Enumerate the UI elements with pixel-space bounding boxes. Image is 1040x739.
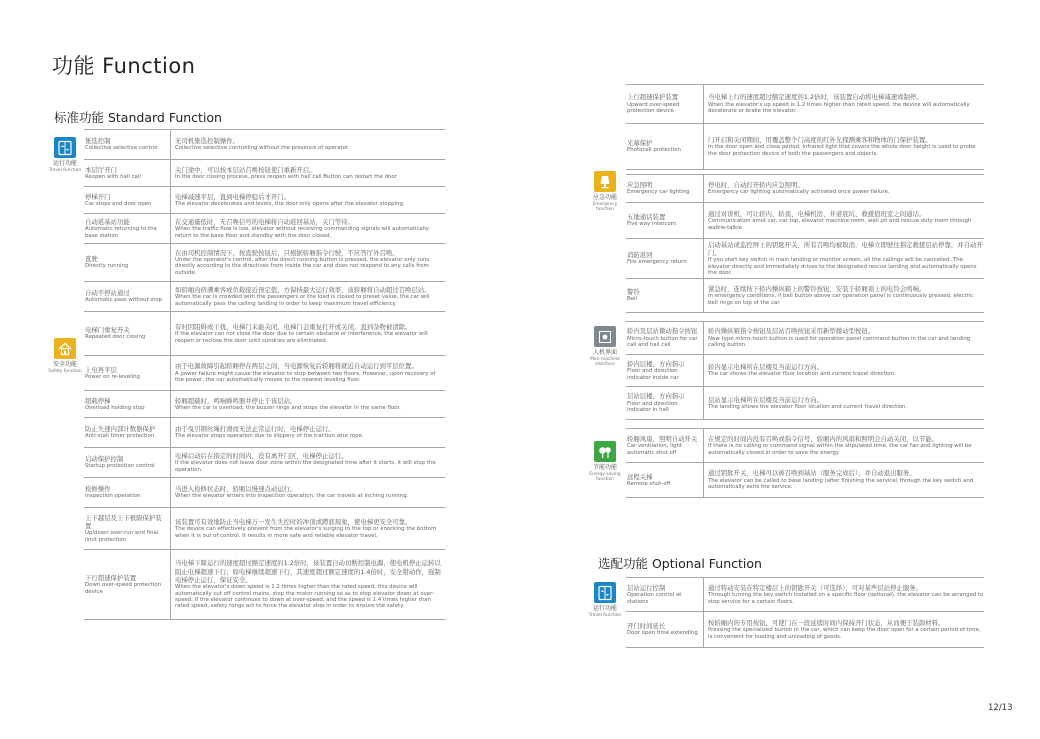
table-row: 应急照明 Emergency car lighting 停电时，自动打开轿内应急照明。 Emergency car lighting automatically activated once power failure. bbox=[626, 174, 984, 202]
table-row: 层站运行控制 Operation control at stations 通过特动安装在特定楼层上的钥匙开关（可选择），可对某些层站停止服务。 Through turning the key switch installed on a specific floor (optional), the elevator can be arranged to stop service for a certain floors. bbox=[626, 577, 984, 611]
table-row: 远程关梯 Remote shut-off 通过钥匙开关，电梯可以被召唤到基站（服务完成后），并自动退出服务。 The elevator can be called to base landing (after finishing the service) through the key switch and automatically exits the service. bbox=[626, 462, 984, 497]
touch-icon bbox=[594, 326, 616, 347]
trees-icon bbox=[594, 441, 616, 462]
table-row: 层站层楼、方向指示 Floor and direction indicator in hall 层站显示电梯所在层楼及当前运行方向。 The landing shows the elevator floor location and current travel direction. bbox=[626, 386, 984, 419]
table-row: 停梯开门 Car stops and door open 电梯减速平层，直到电梯停稳后才开门。 The elevator decelerates and levels, the door only opens after the elevator stopping. bbox=[84, 186, 445, 213]
category-emergency: 应急功能 Emergency function bbox=[583, 171, 627, 213]
table-row: 光幕保护 Photocell protection 门开启和关闭期间，用覆盖整个门高度的红外光探测乘客和物体的门保护装置。 In the door open and close period, infrared light that covers the whole door height is used to probe the door protection device of both the passengers and objects. bbox=[626, 123, 984, 169]
standard-function-table-continued bbox=[626, 84, 984, 498]
table-row: 警铃 Bell 紧急时，连续按下轿内操纵箱上的警铃按钮，安装于轿厢顶上的电铃会鸣响。 In emergency conditions, if bell button above car operation panel is continuously pressed, electric bell rings on top of the car. bbox=[626, 278, 984, 312]
table-row: 上行超速保护装置 Upward over-speed protection device 当电梯上行的速度超过额定速度的1.2倍时，该装置自动将电梯减速或制停。 When the elevator's up speed is 1.2 times higher than rated speed, the device will automatically decelerate or brake the elevator. bbox=[626, 84, 984, 123]
page-title: 功能 Function bbox=[52, 54, 196, 78]
elevator-icon bbox=[594, 582, 616, 603]
house-icon bbox=[54, 338, 76, 359]
table-row: 开门时间延长 Door open time extending 按轿厢内的专用按钮，可使门在一段延续时间内保持开门状态，从而便于装卸材料。 Pressing the specialized button in the car, which can keep the door open for a certain period of time, is convenient for loading and unloading of goods. bbox=[626, 611, 984, 647]
table-row: 超载停梯 Overload holding stop 轿厢超载时，鸣响蜂鸣器并停止于该层站。 When the car is overload, the buzzer rings and stops the elevator in the same floor. bbox=[84, 390, 445, 417]
table-row: 上下越层及上下极限保护装置 Up/down over-run and final limit protection 该装置可有效地防止当电梯万一发生失控时的冲顶或蹲底现象，使电梯更安全可靠。 The device can effectively prevent from the elevator's surging to the top or knocking the bottom when it is out of control. It results in more safe and reliable elevator travel. bbox=[84, 507, 445, 549]
table-row: 五地通话装置 Five way intercom 通过对讲机，可让轿内、轿顶、电梯机房、井道底坑、救援值班室之间通话。 Communication amid car, car top, elevator machine room, well pit and rescue duty room through walkie-talkie. bbox=[626, 202, 984, 238]
optional-function-table bbox=[626, 577, 984, 648]
category-interface: 人机界面 Man-machine interface bbox=[583, 326, 627, 368]
lamp-icon bbox=[594, 171, 616, 192]
table-row: 轿内层楼、方向指示 Floor and direction indicator inside car 轿内显示电梯所在层楼及当前运行方向。 The car shows the elevator floor location and current travel direction. bbox=[626, 354, 984, 386]
table-row: 集选控制 Collective selective control 无司机集选控制操作。 Collective selective controlling without the presence of operator bbox=[84, 129, 445, 159]
elevator-icon bbox=[54, 137, 76, 158]
page-number: 12/13 bbox=[988, 703, 1013, 713]
table-row: 防止失速内部计数器保护 Anti-stall timer protection 由于曳引钢丝绳打滑而无法正常运行时，电梯停止运行。 The elevator stops operation due to slippery of the traction wire rope. bbox=[84, 417, 445, 447]
category-optional-travel: 运行功能 Travel function bbox=[583, 582, 627, 618]
standard-section-title: 标准功能 Standard Function bbox=[54, 110, 222, 125]
table-row: 检修操作 Inspection operation 当进入检修状态时，轿厢以慢速点动运行。 When the elevator enters into inspection operation, the car travels at inching running. bbox=[84, 477, 445, 507]
table-row: 消防返回 Fire emergency return 启动基站或监控屏上的钥匙开关，所有召唤均被取消，电梯立即驶往指定救援层站停靠，并自动开门。 If you start key switch in main landing or monitor screen, all the callings will be cancelled. The elevator directly and immediately drives to the designated rescue landing and automatically opens the door. bbox=[626, 238, 984, 278]
table-row: 启动保护控制 Startup protection control 电梯启动后在指定的时间内，没有离开门区，电梯停止运行。 If the elevator does not leave door zone within the designated time after it starts, it will stop the operation. bbox=[84, 447, 445, 477]
category-safety: 安全功能 Safety function bbox=[43, 338, 87, 374]
table-row: 直驶 Directly running 在由司机控制情况下，按直驶按钮后，只根据轿厢指令行驶，不应答厅外召唤。 Under the operator's control, after the direct running button is pressed, the elevator only runs directly according to the directives from inside the car and does not respond to any calls from outside. bbox=[84, 243, 445, 281]
table-row: 自动不停站通过 Automatic pass without stop 如轿厢内挤满乘客或负载接近预定值，方保持最大运行效率，该轿厢将自动超过召唤层站。 When the car is crowded with the passengers or the load is closed to preset value, the car will automatically pass the calling landing in order to keep maximum travel efficiency. bbox=[84, 281, 445, 311]
table-row: 电梯门重复开关 Repeated door closing 有时因阻碍或干扰，电梯门未能关闭，电梯门会重复打开或关闭，直到杂物被清除。 If the elevator can not close the door due to certain obstacle or interference, the elevator will reopen or reclose the door until sundries are eliminated. bbox=[84, 311, 445, 355]
category-energy: 节能功能 Energy-saving function bbox=[583, 441, 627, 483]
table-row: 下行超速保护装置 Down over-speed protection device 当电梯下降运行的速度超过额定速度的1.2倍时，该装置自动切断控制电源，使电机停止运转以阻止电梯超速下行；如电梯继续超速下行，其速度超过额定速度的1.4倍时，安全钳动作，强制电梯停止运行，保证安全。 When the elevator's down speed is 1.2 times higher than the rated speed, this device will automatically cut off control mains, stop the motor running so as to stop elevator down at over-speed. If the elevator continues to down at over-speed, and the speed is 1.4 times higher than rated speed, safety tongs act to force the elevator stop in order to ensure the safety. bbox=[84, 549, 445, 619]
table-row: 上电再平层 Power on re-leveling 由于电源故障引起轿厢停在两层之间，当电源恢复后轿厢将就近自动运行到平层位置。 A power failure might cause the elevator to stop between two floors. However, upon recovery of the power, the car automatically moves to the nearest leveling floor. bbox=[84, 355, 445, 390]
optional-section-title: 选配功能 Optional Function bbox=[598, 556, 762, 571]
table-row: 本层厅开门 Reopen with hall call 关门途中，可以按本层站召唤按钮使门重新开启。 In the door closing process, press reopen with hall call Button can restart the door bbox=[84, 159, 445, 186]
table-row: 轿内及层站微动指令按钮 Micro-touch button for car call and hall call 轿内操纵箱指令按钮及层站召唤按钮采用新型微动型按钮。 New type micro-touch button is used for operation panel command button in the car and landing calling button. bbox=[626, 321, 984, 354]
category-travel: 运行功能 Travel function bbox=[43, 137, 87, 173]
table-row: 自动返基站功能 Automatic returning to the base station 在交通量低时，无召唤信号的电梯将自动返回基站，关门等待。 When the traffic flow is low, elevator without receiving commanding signals will automatically return to the base floor and standby with the door closed. bbox=[84, 213, 445, 243]
table-row: 轿厢风扇、照明自动开关 Car ventilation, light automatic shut off 在规定的时间内没有召唤或指令信号，轿厢内的风扇和照明会自动关闭，以节能。 If there is no calling or command signal within the stipulated time, the car fan and lighting will be automatically closed in order to save the energy. bbox=[626, 428, 984, 462]
standard-function-table bbox=[84, 129, 445, 620]
